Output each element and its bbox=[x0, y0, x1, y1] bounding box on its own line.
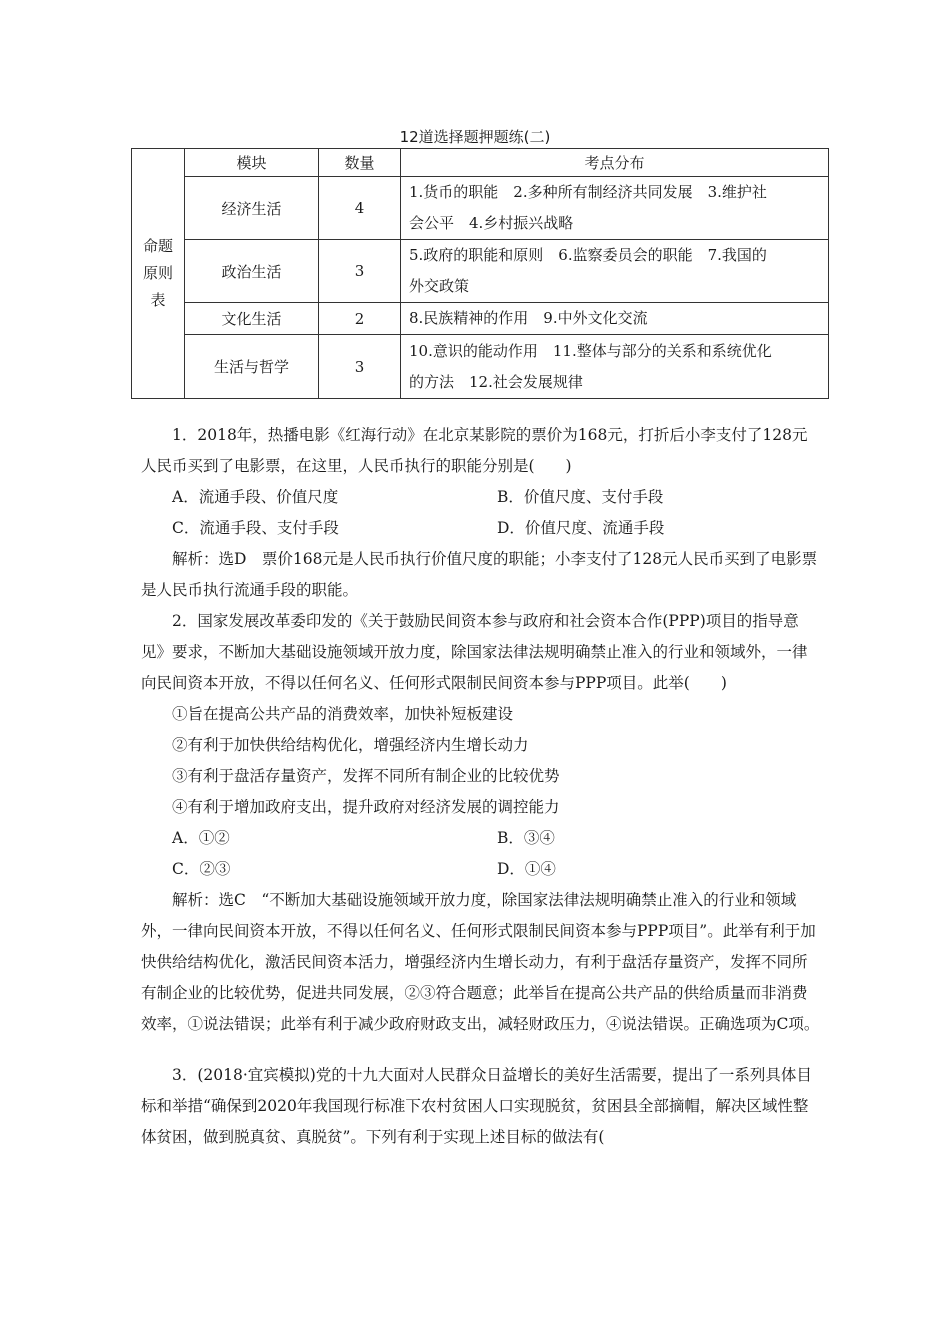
table-row bbox=[132, 303, 829, 335]
q1-option-d: D．价值尺度、流通手段 bbox=[497, 519, 665, 537]
count-cell: 3 bbox=[319, 335, 401, 399]
q2-stem: 2．国家发展改革委印发的《关于鼓励民间资本参与政府和社会资本合作(PPP)项目的指导意见》要求，不断加大基础设施领域开放力度，除国家法律法规明确禁止准入的行业和领域外，一律向民间资本开放，不得以任何名义、任何形式限制民间资本参与PPP项目。此举( ) bbox=[141, 612, 808, 692]
side-label-line: 原则 bbox=[142, 264, 173, 282]
points-cell bbox=[401, 335, 829, 399]
q1-stem: 1．2018年，热播电影《红海行动》在北京某影院的票价为168元，打折后小李支付了128元人民币买到了电影票，在这里，人民币执行的职能分别是( ) bbox=[141, 426, 808, 475]
header-module: 模块 bbox=[185, 149, 319, 177]
module-cell: 政治生活 bbox=[185, 240, 319, 303]
q2-analysis: 解析：选C “不断加大基础设施领域开放力度，除国家法律法规明确禁止准入的行业和领域外，一律向民间资本开放，不得以任何名义、任何形式限制民间资本参与PPP项目”。此举有利于加快供给结构优化，激活民间资本活力，增强经济内生增长动力，有利于盘活存量资产，发挥不同所有制企业的比较优势，促进共同发展，②③符合题意；此举旨在提高公共产品的供给质量而非消费效率，①说法错误；此举有利于减少政府财政支出，减轻财政压力，④说法错误。正确选项为C项。 bbox=[141, 891, 820, 1033]
q1-option-c: C．流通手段、支付手段 bbox=[172, 519, 339, 537]
q2-option-b: B．③④ bbox=[497, 829, 555, 847]
q2-item: ②有利于加快供给结构优化，增强经济内生增长动力 bbox=[172, 736, 529, 754]
side-label-line: 命题 bbox=[142, 237, 173, 255]
points-cell bbox=[401, 303, 829, 335]
points-line: 的方法 12.社会发展规律 bbox=[409, 372, 583, 391]
q1-analysis: 解析：选D 票价168元是人民币执行价值尺度的职能；小李支付了128元人民币买到了电影票是人民币执行流通手段的职能。 bbox=[141, 550, 818, 599]
points-line: 外交政策 bbox=[409, 277, 470, 295]
points-line: 1.货币的职能 2.多种所有制经济共同发展 3.维护社 bbox=[409, 183, 767, 201]
question-body bbox=[141, 420, 820, 1153]
count-cell: 3 bbox=[319, 240, 401, 303]
principle-table bbox=[131, 148, 829, 399]
q2-item: ③有利于盘活存量资产，发挥不同所有制企业的比较优势 bbox=[172, 767, 560, 785]
q1-option-b: B．价值尺度、支付手段 bbox=[497, 488, 664, 506]
count-cell: 4 bbox=[319, 177, 401, 240]
points-line: 10.意识的能动作用 11.整体与部分的关系和系统优化 bbox=[409, 341, 772, 360]
points-line: 5.政府的职能和原则 6.监察委员会的职能 7.我国的 bbox=[409, 246, 767, 264]
page-title: 12道选择题押题练(二) bbox=[399, 128, 551, 146]
header-points: 考点分布 bbox=[401, 149, 829, 177]
points-line: 8.民族精神的作用 9.中外文化交流 bbox=[409, 309, 648, 327]
q2-option-a: A．①② bbox=[172, 829, 230, 847]
side-label bbox=[132, 149, 185, 399]
header-count: 数量 bbox=[319, 149, 401, 177]
q2-item: ④有利于增加政府支出，提升政府对经济发展的调控能力 bbox=[172, 798, 560, 816]
module-cell: 文化生活 bbox=[185, 303, 319, 335]
table-row bbox=[132, 335, 829, 399]
q1-options-row bbox=[172, 513, 820, 544]
count-cell: 2 bbox=[319, 303, 401, 335]
module-cell: 经济生活 bbox=[185, 177, 319, 240]
q2-options-row bbox=[172, 854, 820, 885]
points-cell bbox=[401, 177, 829, 240]
q2-option-c: C．②③ bbox=[172, 860, 231, 878]
table-row bbox=[132, 240, 829, 303]
module-cell: 生活与哲学 bbox=[185, 335, 319, 399]
q2-item: ①旨在提高公共产品的消费效率，加快补短板建设 bbox=[172, 705, 514, 723]
q1-option-a: A．流通手段、价值尺度 bbox=[172, 488, 339, 506]
q2-options-row bbox=[172, 823, 820, 854]
points-cell bbox=[401, 240, 829, 303]
side-label-line: 表 bbox=[150, 291, 166, 309]
q2-option-d: D．①④ bbox=[497, 860, 556, 878]
q1-options-row bbox=[172, 482, 820, 513]
q3-stem: 3．(2018·宜宾模拟)党的十九大面对人民群众日益增长的美好生活需要，提出了一系列具体目标和举措“确保到2020年我国现行标准下农村贫困人口实现脱贫，贫困县全部摘帽，解决区域性整体贫困，做到脱真贫、真脱贫”。下列有利于实现上述目标的做法有( bbox=[141, 1066, 812, 1146]
table-row bbox=[132, 177, 829, 240]
points-line: 会公平 4.乡村振兴战略 bbox=[409, 214, 574, 232]
